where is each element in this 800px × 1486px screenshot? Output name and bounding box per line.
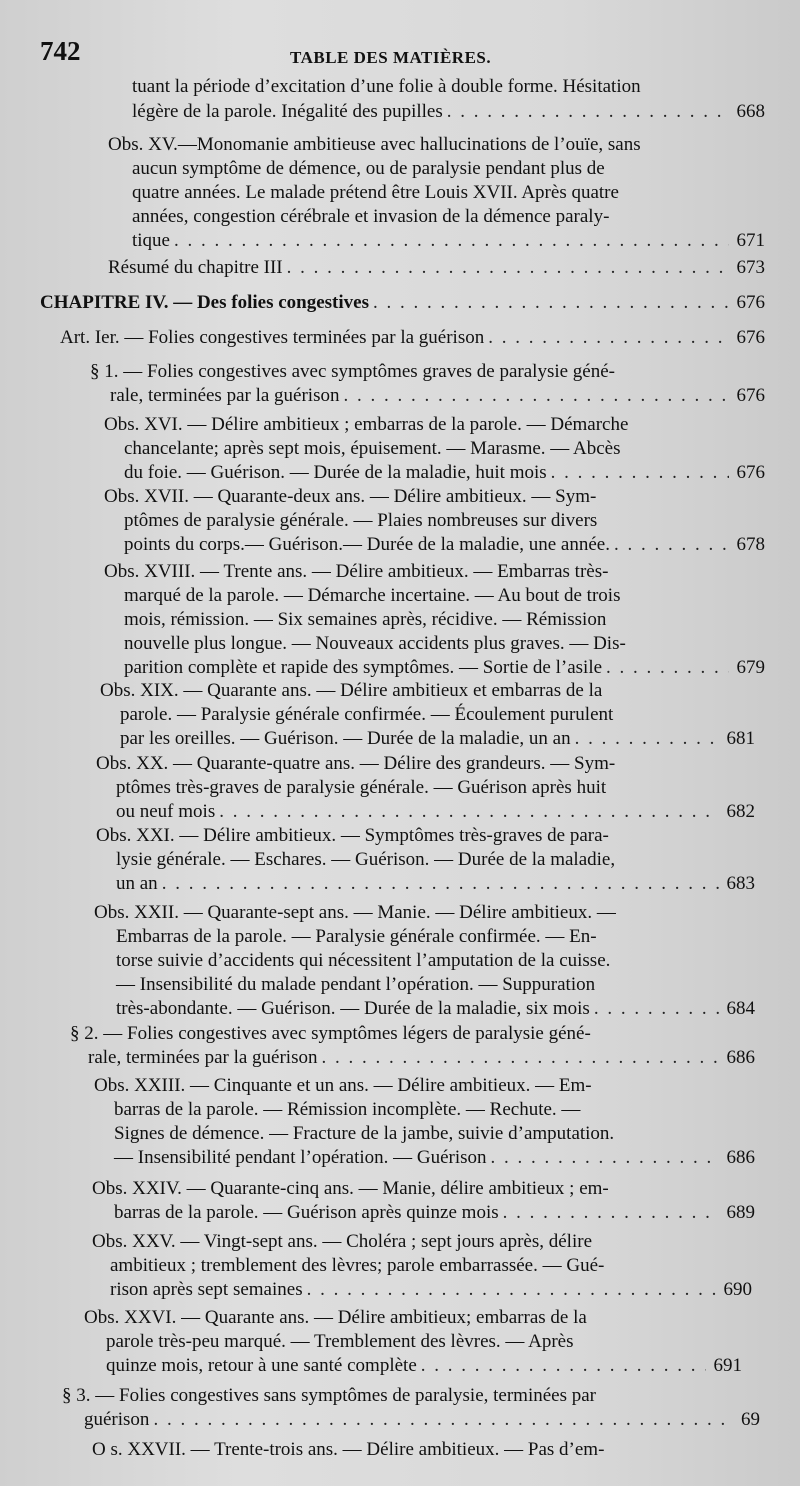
- page-number: 742: [40, 36, 81, 66]
- dot-leader: [307, 1278, 716, 1302]
- dot-leader: [488, 326, 729, 350]
- dot-leader: [174, 229, 729, 253]
- entry-text: du foie. — Guérison. — Durée de la maladie, huit mois: [124, 462, 547, 483]
- entry-text: Embarras de la parole. — Paralysie générale confirmée. — En-: [116, 926, 597, 947]
- toc-line: [92, 1438, 712, 1462]
- entry-text: Résumé du chapitre III: [108, 257, 283, 278]
- dot-leader: [447, 100, 729, 124]
- entry-page-number: 668: [736, 101, 765, 122]
- toc-entry: [114, 1146, 755, 1170]
- toc-line: [132, 205, 712, 229]
- running-title: TABLE DES MATIÈRES.: [290, 48, 492, 67]
- toc-line: [96, 752, 712, 776]
- dot-leader: [321, 1046, 719, 1070]
- entry-page-number: 676: [736, 327, 765, 348]
- entry-text: Obs. XVI. — Délire ambitieux ; embarras de la parole. — Démarche: [104, 414, 629, 435]
- toc-entry: [116, 997, 755, 1021]
- toc-line: [90, 360, 712, 384]
- toc-entry: [84, 1408, 760, 1432]
- entry-text: — Insensibilité du malade pendant l’opération. — Suppuration: [116, 974, 596, 995]
- toc-entry: [132, 100, 765, 124]
- entry-page-number: 689: [726, 1202, 755, 1223]
- entry-page-number: 686: [726, 1047, 755, 1068]
- toc-line: [114, 1098, 712, 1122]
- entry-text: torse suivie d’accidents qui nécessitent l’amputation de la cuisse.: [116, 950, 611, 971]
- entry-text: très-abondante. — Guérison. — Durée de la maladie, six mois: [116, 998, 590, 1019]
- toc-line: [116, 848, 712, 872]
- entry-page-number: 682: [726, 801, 755, 822]
- entry-text: ambitieux ; tremblement des lèvres; parole embarrassée. — Gué-: [110, 1255, 605, 1276]
- toc-line: [124, 437, 712, 461]
- entry-page-number: 69: [741, 1409, 760, 1430]
- entry-text: Obs. XXII. — Quarante-sept ans. — Manie. — Délire ambitieux. —: [94, 902, 616, 923]
- dot-leader: [606, 656, 729, 680]
- entry-text: rison après sept semaines: [110, 1279, 303, 1300]
- toc-line: [110, 1254, 712, 1278]
- dot-leader: [162, 872, 719, 896]
- dot-leader: [575, 727, 719, 751]
- entry-page-number: 684: [726, 998, 755, 1019]
- entry-text: § 1. — Folies congestives avec symptômes graves de paralysie géné-: [90, 361, 615, 382]
- entry-text: ou neuf mois: [116, 801, 216, 822]
- dot-leader: [551, 461, 729, 485]
- toc-line: [100, 679, 712, 703]
- entry-text: § 3. — Folies congestives sans symptômes de paralysie, terminées par: [62, 1385, 597, 1406]
- toc-entry: [110, 384, 765, 408]
- toc-line: [124, 584, 712, 608]
- entry-page-number: 690: [723, 1279, 752, 1300]
- entry-text: Obs. XXI. — Délire ambitieux. — Symptômes très-graves de para-: [96, 825, 609, 846]
- entry-page-number: 681: [726, 728, 755, 749]
- toc-line: [104, 560, 712, 584]
- dot-leader: [491, 1146, 719, 1170]
- toc-entry: [124, 533, 765, 557]
- entry-text: parole. — Paralysie générale confirmée. — Écoulement purulent: [120, 704, 614, 725]
- entry-text: un an: [116, 873, 158, 894]
- toc-line: [106, 1330, 712, 1354]
- entry-text: barras de la parole. — Guérison après quinze mois: [114, 1202, 499, 1223]
- dot-leader: [287, 256, 729, 280]
- entry-text: parition complète et rapide des symptômes. — Sortie de l’asile: [124, 657, 603, 678]
- toc-entry: [60, 326, 765, 350]
- entry-text: Obs. XXVI. — Quarante ans. — Délire ambitieux; embarras de la: [84, 1307, 587, 1328]
- entry-text: CHAPITRE IV. — Des folies congestives: [40, 292, 369, 313]
- entry-page-number: 673: [736, 257, 765, 278]
- entry-text: Obs. XIX. — Quarante ans. — Délire ambitieux et embarras de la: [100, 680, 603, 701]
- dot-leader: [153, 1408, 724, 1432]
- toc-line: [132, 75, 712, 99]
- entry-text: quatre années. Le malade prétend être Louis XVII. Après quatre: [132, 182, 619, 203]
- entry-text: § 2. — Folies congestives avec symptômes légers de paralysie géné-: [70, 1023, 591, 1044]
- entry-text: lysie générale. — Eschares. — Guérison. — Durée de la maladie,: [116, 849, 616, 870]
- toc-entry: [124, 656, 765, 680]
- entry-text: Obs. XXV. — Vingt-sept ans. — Choléra ; sept jours après, délire: [92, 1231, 593, 1252]
- toc-entry: [132, 229, 765, 253]
- toc-line: [132, 157, 712, 181]
- toc-line: [92, 1230, 712, 1254]
- dot-leader: [219, 800, 719, 824]
- entry-text: Obs. XXIII. — Cinquante et un ans. — Délire ambitieux. — Em-: [94, 1075, 592, 1096]
- entry-text: aucun symptôme de démence, ou de paralysie pendant plus de: [132, 158, 605, 179]
- entry-page-number: 679: [736, 657, 765, 678]
- toc-line: [116, 925, 712, 949]
- toc-entry: [120, 727, 755, 751]
- entry-page-number: 676: [736, 292, 765, 313]
- dot-leader: [373, 291, 729, 315]
- toc-entry: [114, 1201, 755, 1225]
- entry-text: chancelante; après sept mois, épuisement. — Marasme. — Abcès: [124, 438, 621, 459]
- toc-line: [108, 133, 712, 157]
- toc-line: [104, 485, 712, 509]
- toc-line: [62, 1384, 712, 1408]
- entry-text: ptômes de paralysie générale. — Plaies nombreuses sur divers: [124, 510, 598, 531]
- dot-leader: [343, 384, 729, 408]
- toc-entry: [40, 291, 765, 315]
- toc-line: [84, 1306, 712, 1330]
- toc-line: [94, 901, 712, 925]
- toc-entry: [88, 1046, 755, 1070]
- toc-line: [116, 973, 712, 997]
- dot-leader: [614, 533, 729, 557]
- entry-text: ptômes très-graves de paralysie générale. — Guérison après huit: [116, 777, 607, 798]
- dot-leader: [594, 997, 719, 1021]
- page-header: [0, 30, 800, 80]
- entry-text: rale, terminées par la guérison: [110, 385, 340, 406]
- entry-page-number: 691: [713, 1355, 742, 1376]
- entry-text: années, congestion cérébrale et invasion de la démence paraly-: [132, 206, 610, 227]
- dot-leader: [503, 1201, 719, 1225]
- toc-line: [94, 1074, 712, 1098]
- entry-text: Art. Ier. — Folies congestives terminées par la guérison: [60, 327, 485, 348]
- entry-text: Obs. XVIII. — Trente ans. — Délire ambitieux. — Embarras très-: [104, 561, 609, 582]
- entry-text: — Insensibilité pendant l’opération. — Guérison: [114, 1147, 487, 1168]
- toc-entry: [108, 256, 765, 280]
- entry-page-number: 686: [726, 1147, 755, 1168]
- toc-entry: [116, 800, 755, 824]
- toc-line: [96, 824, 712, 848]
- entry-text: Obs. XV.—Monomanie ambitieuse avec hallucinations de l’ouïe, sans: [108, 134, 641, 155]
- entry-text: tique: [132, 230, 170, 251]
- toc-entry: [116, 872, 755, 896]
- entry-text: Obs. XVII. — Quarante-deux ans. — Délire ambitieux. — Sym-: [104, 486, 597, 507]
- toc-line: [124, 632, 712, 656]
- entry-text: tuant la période d’excitation d’une folie à double forme. Hésitation: [132, 76, 641, 97]
- entry-text: guérison: [84, 1409, 150, 1430]
- toc-line: [120, 703, 712, 727]
- entry-text: parole très-peu marqué. — Tremblement des lèvres. — Après: [106, 1331, 574, 1352]
- toc-line: [92, 1177, 712, 1201]
- entry-page-number: 683: [726, 873, 755, 894]
- toc-entry: [106, 1354, 742, 1378]
- entry-text: légère de la parole. Inégalité des pupilles: [132, 101, 443, 122]
- entry-page-number: 678: [736, 534, 765, 555]
- toc-line: [116, 776, 712, 800]
- toc-line: [116, 949, 712, 973]
- toc-line: [124, 509, 712, 533]
- entry-text: mois, rémission. — Six semaines après, récidive. — Rémission: [124, 609, 607, 630]
- toc-line: [104, 413, 712, 437]
- entry-page-number: 671: [736, 230, 765, 251]
- toc-line: [114, 1122, 712, 1146]
- entry-page-number: 676: [736, 462, 765, 483]
- toc-line: [124, 608, 712, 632]
- entry-text: barras de la parole. — Rémission incomplète. — Rechute. —: [114, 1099, 581, 1120]
- toc-entry: [110, 1278, 752, 1302]
- entry-text: quinze mois, retour à une santé complète: [106, 1355, 417, 1376]
- entry-text: O s. XXVII. — Trente-trois ans. — Délire ambitieux. — Pas d’em-: [92, 1439, 605, 1460]
- dot-leader: [421, 1354, 706, 1378]
- entry-page-number: 676: [736, 385, 765, 406]
- entry-text: points du corps.— Guérison.— Durée de la maladie, une année.: [124, 534, 610, 555]
- entry-text: marqué de la parole. — Démarche incertaine. — Au bout de trois: [124, 585, 621, 606]
- entry-text: rale, terminées par la guérison: [88, 1047, 318, 1068]
- toc-line: [132, 181, 712, 205]
- entry-text: par les oreilles. — Guérison. — Durée de la maladie, un an: [120, 728, 571, 749]
- entry-text: Obs. XX. — Quarante-quatre ans. — Délire des grandeurs. — Sym-: [96, 753, 616, 774]
- toc-entry: [124, 461, 765, 485]
- toc-line: [70, 1022, 712, 1046]
- entry-text: Obs. XXIV. — Quarante-cinq ans. — Manie, délire ambitieux ; em-: [92, 1178, 609, 1199]
- entry-text: nouvelle plus longue. — Nouveaux accidents plus graves. — Dis-: [124, 633, 626, 654]
- entry-text: Signes de démence. — Fracture de la jambe, suivie d’amputation.: [114, 1123, 615, 1144]
